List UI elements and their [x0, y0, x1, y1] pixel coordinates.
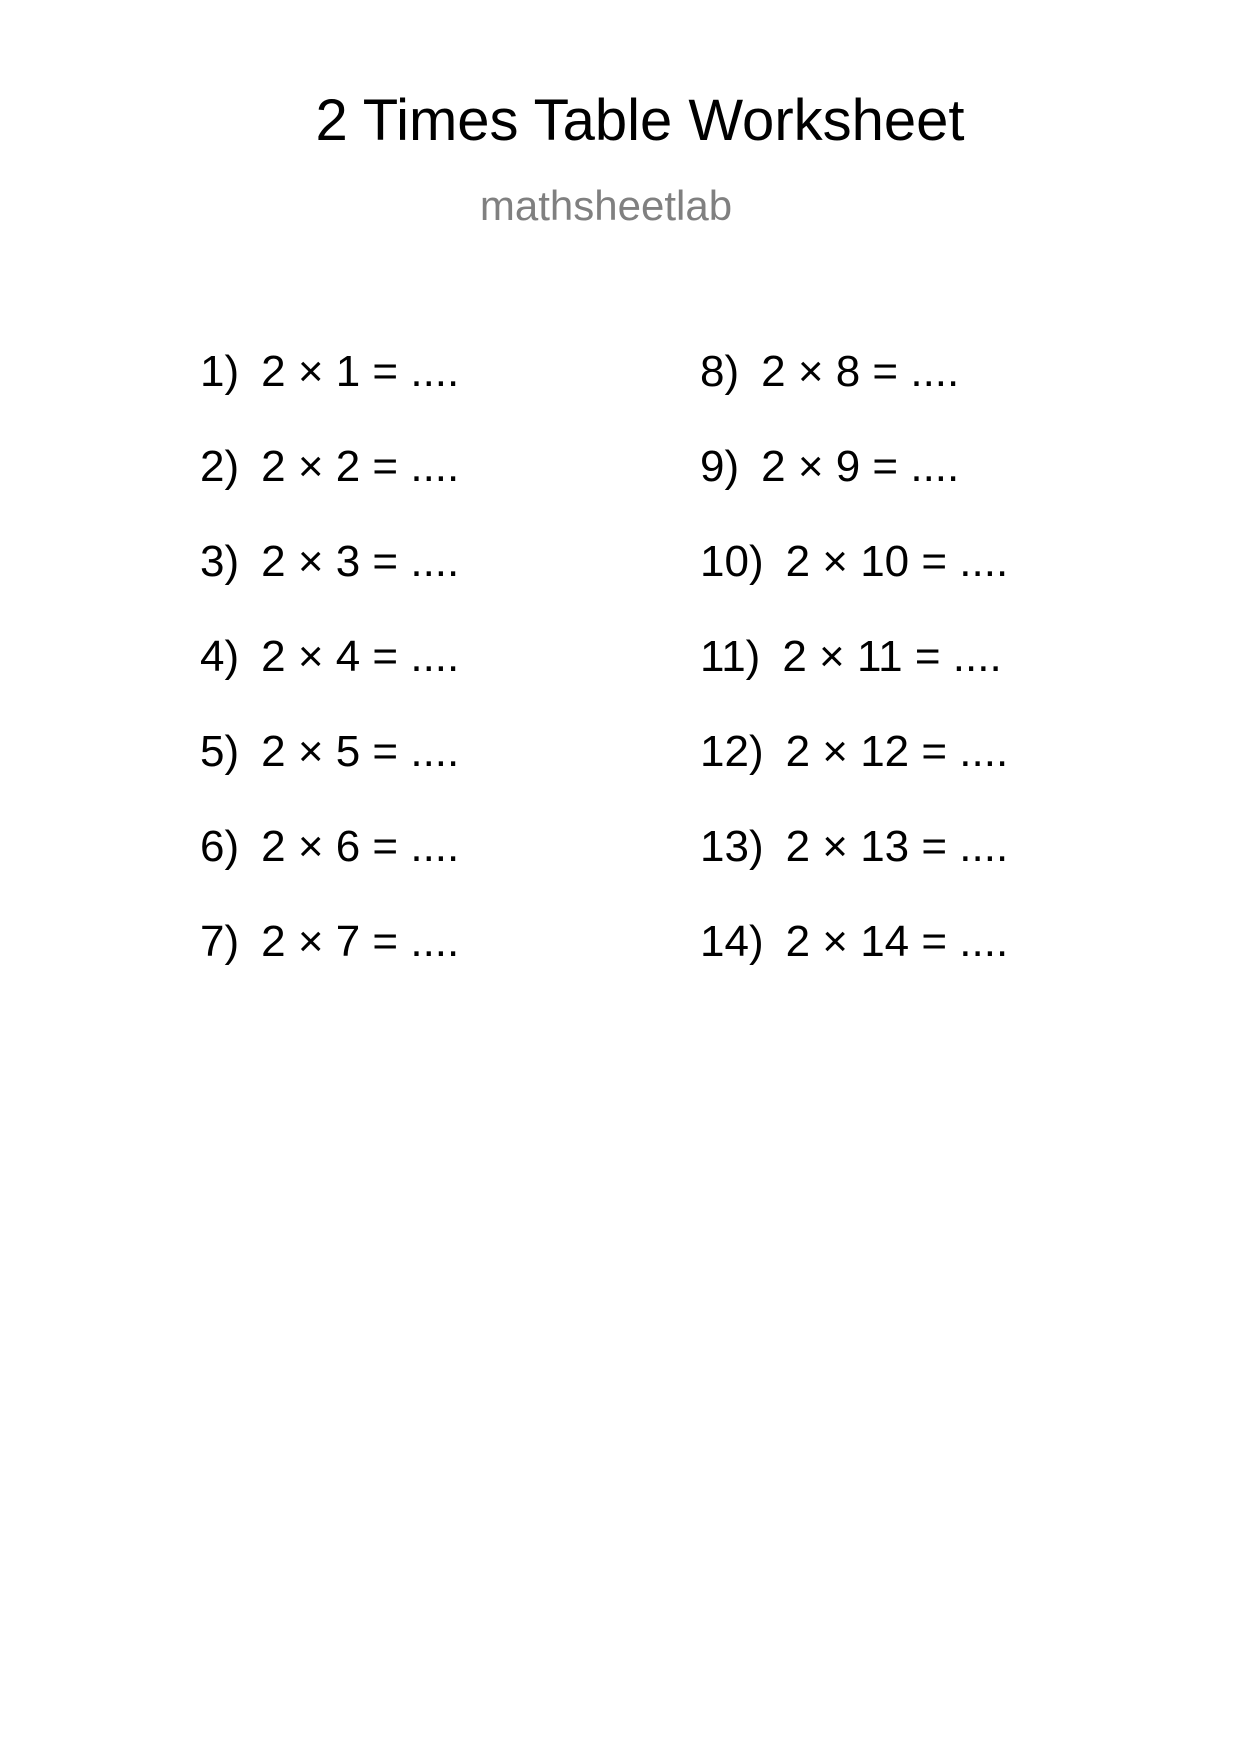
problem-number: 4): [200, 632, 240, 681]
problem-item: [200, 727, 460, 776]
problem-expression: 2 × 13 = ....: [785, 822, 1009, 871]
problem-column-right: [700, 347, 1009, 1015]
problem-expression: 2 × 5 = ....: [261, 727, 460, 776]
problem-number: 3): [200, 537, 240, 586]
problem-number: 5): [200, 727, 240, 776]
problem-expression: 2 × 1 = ....: [261, 347, 460, 396]
problem-expression: 2 × 2 = ....: [261, 442, 460, 491]
problem-expression: 2 × 6 = ....: [261, 822, 460, 871]
problem-expression: 2 × 3 = ....: [261, 537, 460, 586]
problem-expression: 2 × 10 = ....: [785, 537, 1009, 586]
problem-expression: 2 × 12 = ....: [785, 727, 1009, 776]
problem-item: [700, 822, 1009, 871]
problem-item: [200, 442, 460, 491]
problem-expression: 2 × 7 = ....: [261, 917, 460, 966]
problem-expression: 2 × 11 = ....: [782, 632, 1002, 681]
problem-number: 8): [700, 347, 740, 396]
problem-number: 10): [700, 537, 764, 586]
problem-item: [700, 442, 1008, 491]
problem-item: [700, 347, 1008, 396]
problem-item: [700, 727, 1009, 776]
problem-item: [700, 917, 1009, 966]
problem-number: 9): [700, 442, 740, 491]
page-title: 2 Times Table Worksheet: [315, 88, 965, 153]
problem-item: [700, 632, 1008, 681]
problem-item: [200, 917, 460, 966]
problem-number: 6): [200, 822, 240, 871]
problem-expression: 2 × 14 = ....: [785, 917, 1009, 966]
problem-expression: 2 × 9 = ....: [761, 442, 960, 491]
problem-number: 13): [700, 822, 764, 871]
problem-item: [700, 537, 1009, 586]
problem-number: 1): [200, 347, 240, 396]
problem-number: 2): [200, 442, 240, 491]
problem-item: [200, 822, 460, 871]
problem-item: [200, 347, 460, 396]
problem-item: [200, 632, 460, 681]
problem-number: 7): [200, 917, 240, 966]
problem-column-left: [200, 347, 460, 1015]
publisher-name: mathsheetlab: [479, 182, 733, 229]
problem-number: 12): [700, 727, 764, 776]
problem-number: 11): [700, 632, 761, 681]
problem-expression: 2 × 4 = ....: [261, 632, 460, 681]
problem-number: 14): [700, 917, 764, 966]
problem-item: [200, 537, 460, 586]
problem-expression: 2 × 8 = ....: [761, 347, 960, 396]
